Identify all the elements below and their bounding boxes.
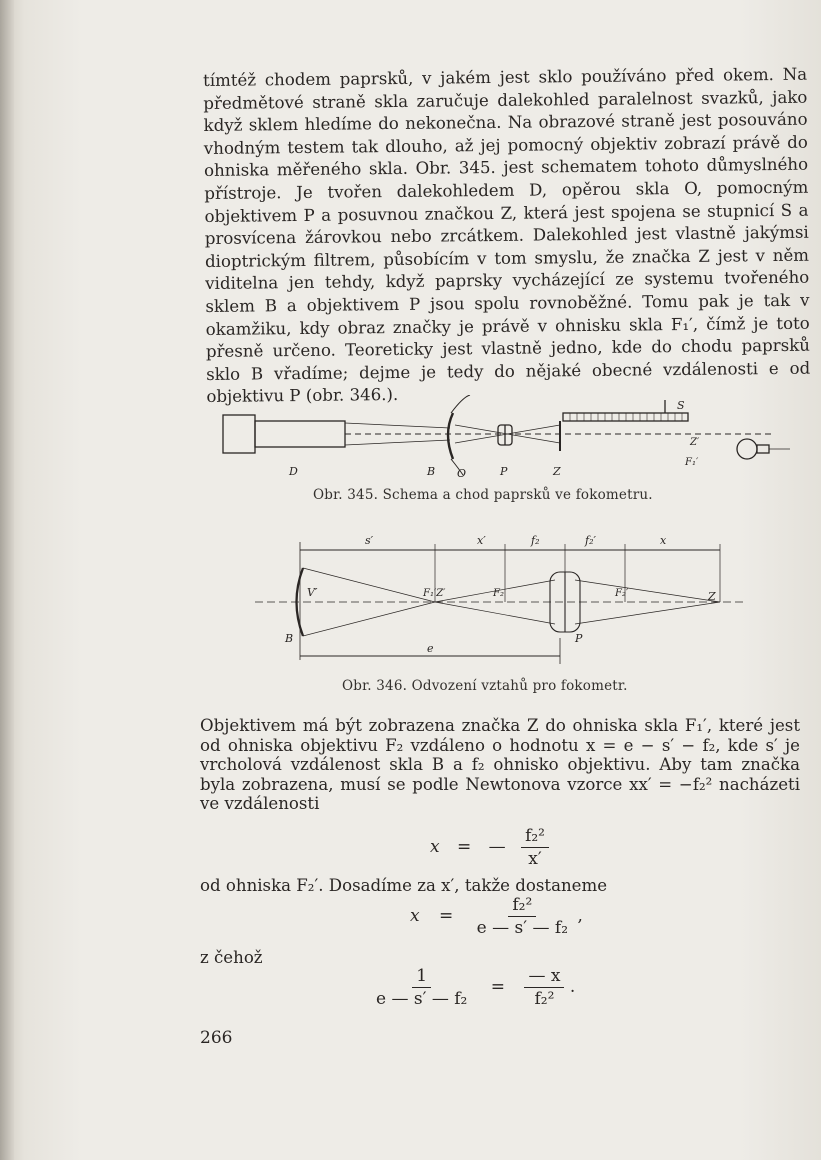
label-vp: V′ — [307, 586, 318, 599]
label-b: B — [427, 465, 436, 478]
label-o: O — [457, 467, 467, 480]
figure-346-diagram — [255, 530, 755, 670]
fraction-denominator: f₂² — [534, 989, 555, 1009]
paragraph-bottom — [200, 716, 800, 814]
formula-eq: = — [457, 837, 472, 857]
formula-tail: . — [569, 977, 576, 997]
text-z-cehoz: z čehož — [200, 948, 263, 967]
label-x: x — [660, 534, 667, 547]
label-s: S — [677, 399, 685, 412]
figure-345-diagram — [215, 395, 795, 485]
label-zp: Z′ — [690, 437, 700, 448]
caption-346: Obr. 346. Odvození vztahů pro fokometr. — [342, 678, 628, 694]
fraction-denominator: e — s′ — f₂ — [376, 989, 468, 1009]
formula-fraction-right — [524, 966, 564, 1009]
label-z: Z — [553, 465, 561, 478]
label-sp: s′ — [365, 534, 374, 547]
fraction-denominator: x′ — [528, 849, 542, 869]
fraction-numerator: f₂² — [508, 895, 536, 917]
caption-345: Obr. 345. Schema a chod paprsků ve fokometru. — [313, 487, 653, 503]
label-b: B — [285, 632, 294, 645]
paragraph-text: tímtéž chodem paprsků, v jakém jest sklo používáno před okem. Na předmětové straně skla zaručuje dalekohled paralelnost svazků, jako když sklem hledíme do nekonečna. Na obrazové straně jest posouváno vhodným testem tak dlouho, až jej pomocný objektiv zobrazí právě do ohniska měřeného skla. Obr. 345. jest schematem tohoto důmyslného přístroje. Je tvořen dalekohledem D, opěrou skla O, pomocným objektivem P a posuvnou značkou Z, která jest spojena se stupnicí S a prosvícena žárovkou nebo zrcátkem. Dalekohled jest vlastně jakýmsi dioptrickým filtrem, působícím v tom smyslu, že značka Z jest v něm viditelna jen tehdy, když paprsky vycházející ze systemu tvořeného sklem B a objektivem P jsou spolu rovnoběžné. Tomu pak je tak v okamžiku, kdy obraz značky je právě v ohnisku skla F₁′, čímž je toto přesně určeno. Teoreticky jest vlastně jedno, kde do chodu paprsků sklo B vřadíme; dejme je tedy do nějaké obecné vzdálenosti e od objektivu P (obr. 346.). — [203, 64, 811, 407]
fraction-numerator: 1 — [412, 966, 431, 988]
formula-lhs: x — [410, 906, 420, 926]
lamp — [737, 439, 757, 459]
label-e: e — [427, 642, 434, 655]
book-binding-shadow — [0, 0, 14, 1160]
text-after-formula-1: od ohniska F₂′. Dosadíme za x′, takže dostaneme — [200, 876, 608, 895]
label-f1p: F₁′ — [685, 457, 699, 468]
page-number: 266 — [200, 1028, 233, 1048]
formula-lhs: x — [430, 837, 440, 857]
formula-2 — [410, 895, 583, 938]
formula-3 — [372, 966, 575, 1009]
label-p: P — [500, 465, 508, 478]
label-xp: x′ — [477, 534, 486, 547]
telescope-tube — [255, 421, 345, 447]
label-f2: f₂ — [531, 534, 540, 547]
fraction-numerator: — x — [524, 966, 564, 988]
formula-1 — [430, 826, 549, 869]
telescope-eyepiece — [223, 415, 255, 453]
formula-tail: , — [577, 906, 583, 926]
label-f2p: f₂′ — [585, 534, 596, 547]
figure-346 — [255, 530, 755, 670]
formula-sign: — — [488, 837, 506, 857]
paragraph-text: Objektivem má být zobrazena značka Z do ohniska skla F₁′, které jest od ohniska objektivu F₂ vzdáleno o hodnotu x = e − s′ − f₂, kde s′ je vrcholová vzdálenost skla B a f₂ ohnisko objektivu. Aby tam značka byla zobrazena, musí se podle Newtonova vzorce xx′ = −f₂² nacházeti ve vzdálenosti — [200, 716, 800, 813]
label-f2p-point: F₂′ — [615, 588, 629, 599]
lens-b — [448, 413, 453, 459]
formula-eq: = — [439, 906, 454, 926]
scale-s — [563, 413, 688, 421]
paragraph-top — [203, 64, 811, 409]
label-d: D — [289, 465, 298, 478]
formula-fraction — [521, 826, 549, 869]
label-f2-point: F₂ — [493, 588, 504, 599]
fraction-numerator: f₂² — [521, 826, 549, 848]
label-p: P — [575, 632, 583, 645]
label-z: Z — [708, 590, 716, 603]
formula-fraction — [473, 895, 572, 938]
formula-eq: = — [490, 977, 506, 997]
figure-345 — [215, 395, 795, 485]
formula-fraction-left — [372, 966, 471, 1009]
label-f1pzp: F₁′Z′ — [423, 588, 446, 599]
fraction-denominator: e — s′ — f₂ — [476, 918, 569, 938]
